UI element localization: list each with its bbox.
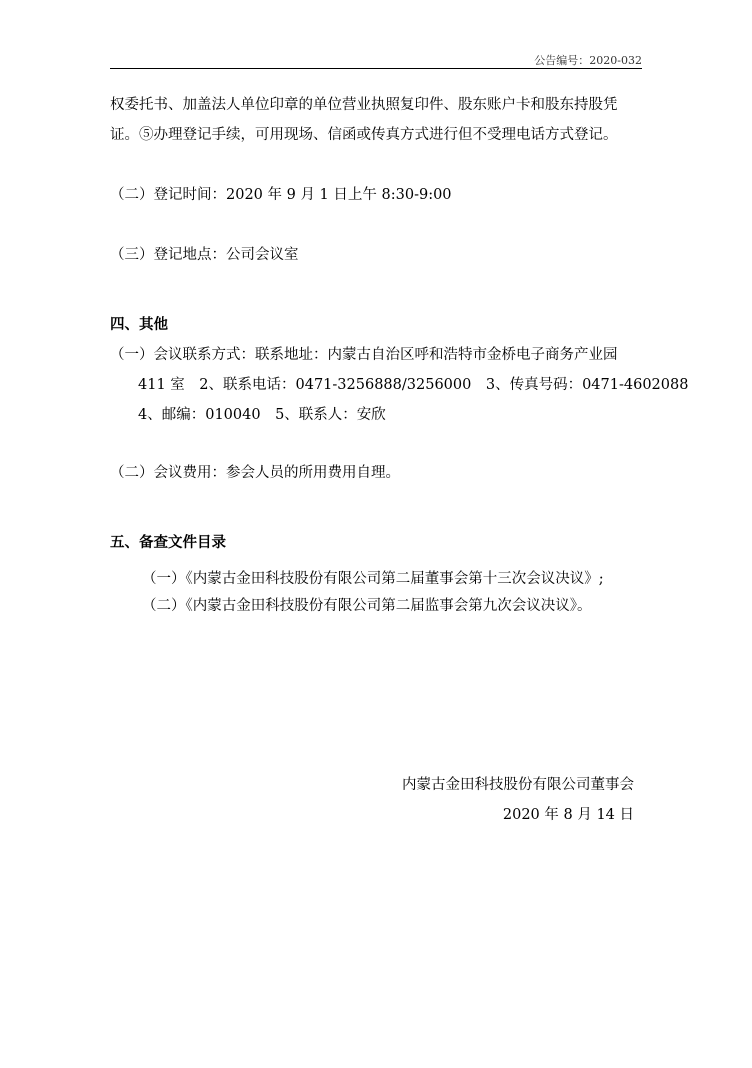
announcement-number: 公告编号：2020-032: [534, 54, 642, 67]
contact-line-3: 4、邮编：010040 5、联系人：安欣: [138, 407, 386, 423]
signature-date: 2020 年 8 月 14 日: [502, 807, 634, 823]
signature-company: 内蒙古金田科技股份有限公司董事会: [402, 777, 634, 793]
meeting-fees: （二）会议费用：参会人员的所用费用自理。: [110, 465, 400, 481]
reference-doc-1: （一）《内蒙古金田科技股份有限公司第二届董事会第十三次会议决议》;: [142, 571, 604, 587]
registration-time: （二）登记时间：2020 年 9 月 1 日上午 8:30-9:00: [110, 187, 452, 203]
reference-doc-2: （二）《内蒙古金田科技股份有限公司第二届监事会第九次会议决议》。: [142, 598, 592, 614]
intro-line-2: 证。⑤办理登记手续，可用现场、信函或传真方式进行但不受理电话方式登记。: [110, 127, 618, 143]
section-5-title: 五、备查文件目录: [110, 535, 226, 551]
contact-line-1: （一）会议联系方式：联系地址：内蒙古自治区呼和浩特市金桥电子商务产业园: [110, 347, 618, 363]
registration-place: （三）登记地点：公司会议室: [110, 247, 299, 263]
intro-line-1: 权委托书、加盖法人单位印章的单位营业执照复印件、股东账户卡和股东持股凭: [110, 97, 618, 113]
header-divider: [110, 68, 642, 69]
section-4-title: 四、其他: [110, 317, 168, 333]
contact-line-2: 411 室 2、联系电话：0471-3256888/3256000 3、传真号码：0471-4602088: [138, 377, 689, 393]
